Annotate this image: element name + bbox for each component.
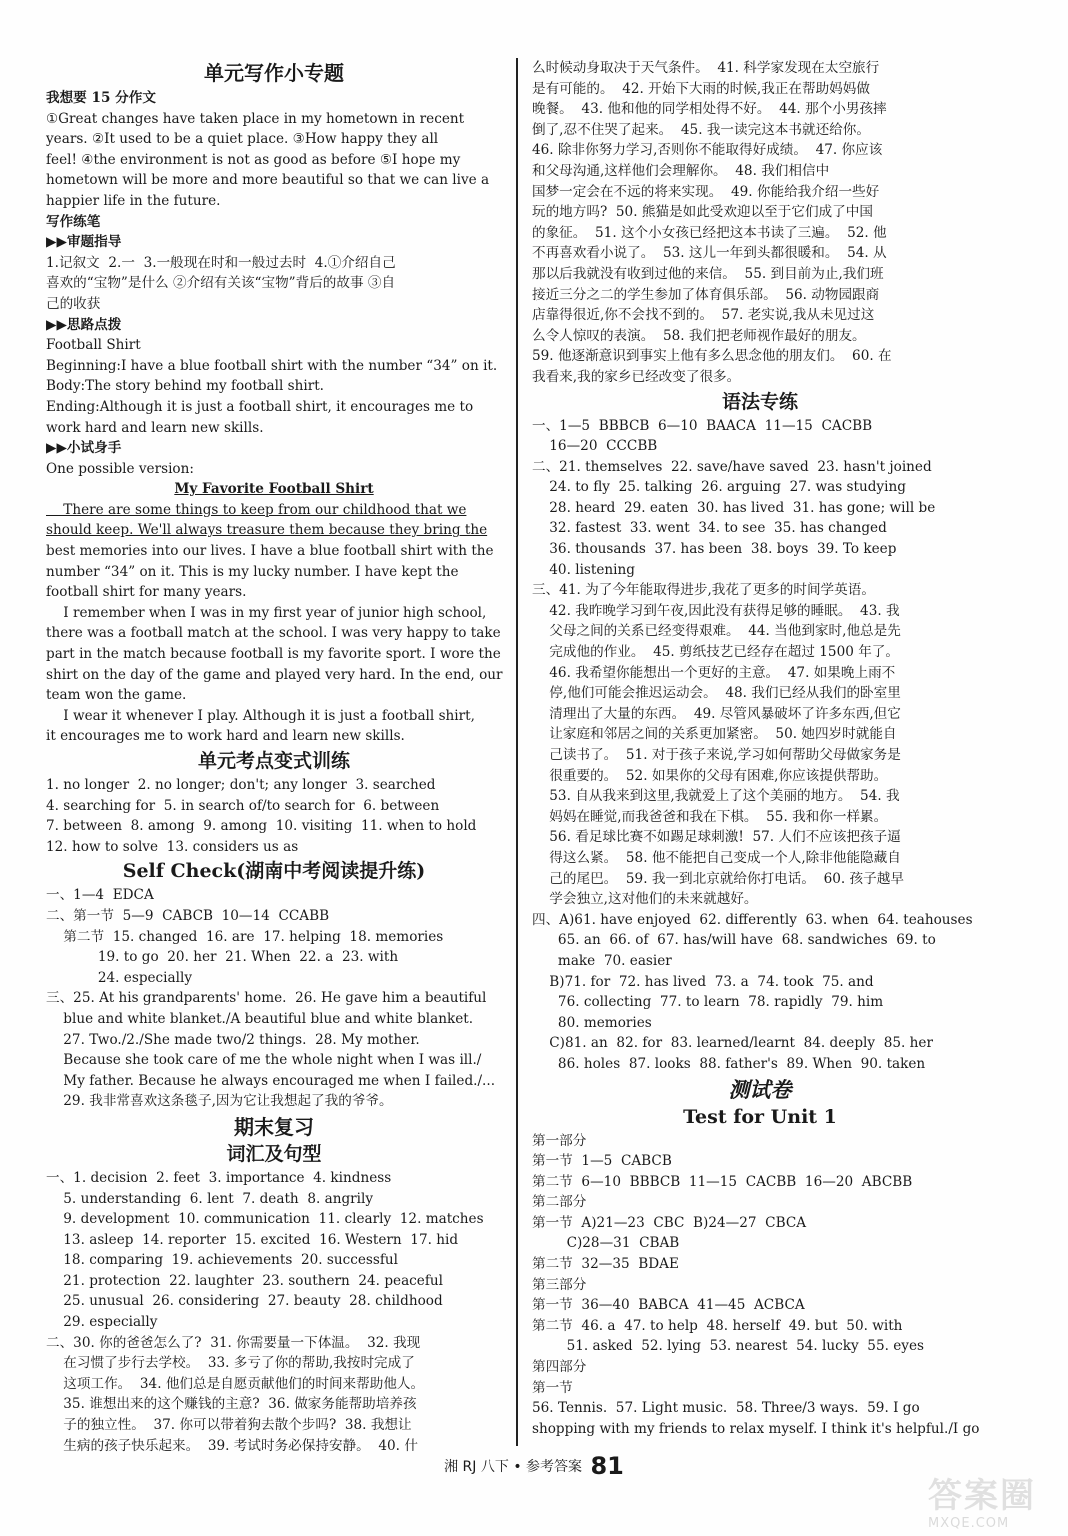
text-line: 第三部分 <box>532 1276 587 1293</box>
text-line: number “34” on it. This is my lucky number. I have kept the <box>46 563 459 580</box>
text-line: 32. fastest 33. went 34. to see 35. has changed <box>532 520 887 537</box>
text-line: 13. asleep 14. reporter 15. excited 16. Western 17. hid <box>46 1231 459 1248</box>
text-line: 第二节 6—10 BBBCB 11—15 CACBB 16—20 ABCBB <box>532 1173 913 1190</box>
text-line: 21. protection 22. laughter 23. southern 24. peaceful <box>46 1272 443 1289</box>
text-line: best memories into our lives. I have a blue football shirt with the <box>46 543 494 560</box>
text-line: Body:The story behind my football shirt. <box>46 378 325 395</box>
text-line: 那以后我就没有收到过他的来信。 55. 到目前为止,我们班 <box>532 265 884 282</box>
text-line: 学会独立,这对他们的未来就越好。 <box>532 891 758 908</box>
text-line: ①Great changes have taken place in my hometown in recent <box>46 110 465 127</box>
text-line: football shirt for many years. <box>46 584 247 601</box>
page-footer <box>0 1452 1068 1480</box>
text-line: 1.记叙文 2.一 3.一般现在时和一般过去时 4.①介绍自己 <box>46 254 396 271</box>
text-line: 很重要的。 52. 如果你的父母有困难,你应该提供帮助。 <box>532 767 888 784</box>
text-line: 56. Tennis. 57. Light music. 58. Three/3 ways. 59. I go <box>532 1400 920 1417</box>
text-line: 7. between 8. among 9. among 10. visiting 11. when to hold <box>46 818 477 835</box>
text-line: 1. no longer 2. no longer; don't; any longer 3. searched <box>46 777 436 793</box>
text-line: 晚餐。 43. 他和他的同学相处得不好。 44. 那个小男孩摔 <box>532 101 887 118</box>
text-line: C)28—31 CBAB <box>532 1235 680 1252</box>
text-line: 29. 我非常喜欢这条毯子,因为它让我想起了我的爷爷。 <box>46 1093 393 1110</box>
text-line: 父母之间的关系已经变得艰难。 44. 当他到家时,他总是先 <box>532 623 901 640</box>
text-line: 完成他的作业。 45. 剪纸技艺已经存在超过 1500 年了。 <box>532 644 899 661</box>
section-title: 期末复习 <box>234 1114 314 1139</box>
text-line: team won the game. <box>46 687 187 704</box>
section-title: 测试卷 <box>728 1076 792 1102</box>
text-line: 46. 我希望你能想出一个更好的主意。 47. 如果晚上雨不 <box>532 664 896 681</box>
text-line: 42. 我昨晚学习到午夜,因此没有获得足够的睡眠。 43. 我 <box>532 602 900 619</box>
text-line: 65. an 66. of 67. has/will have 68. sandwiches 69. to <box>532 932 936 949</box>
text-line: 第二节 15. changed 16. are 17. helping 18. memories <box>46 928 444 945</box>
text-line: 我看来,我的家乡已经改变了很多。 <box>532 368 741 385</box>
text-line: I wear it whenever I play. Although it is just a football shirt, <box>46 707 475 724</box>
text-line: 18. comparing 19. achievements 20. successful <box>46 1252 398 1269</box>
text-line: There are some things to keep from our childhood that we <box>46 501 467 518</box>
section-title: 单元写作小专题 <box>204 61 344 85</box>
text-line: 25. unusual 26. considering 27. beauty 28. childhood <box>46 1293 443 1310</box>
text-line: 53. 自从我来到这里,我就爱上了这个美丽的地方。 54. 我 <box>532 788 900 805</box>
text-line: blue and white blanket./A beautiful blue and white blanket. <box>46 1010 474 1027</box>
text-line: 不再喜欢看小说了。 53. 这儿一年到头都很暖和。 54. 从 <box>532 245 887 262</box>
text-line: 国梦一定会在不远的将来实现。 49. 你能给我介绍一些好 <box>532 183 880 200</box>
text-line: 40. listening <box>532 561 635 578</box>
text-line: 生病的孩子快乐起来。 39. 考试时务必保持安静。 40. 什 <box>46 1437 418 1454</box>
text-line: 的象征。 51. 这个小女孩已经把这本书读了三遍。 52. 他 <box>532 224 887 241</box>
text-line: 三、41. 为了今年能取得进步,我花了更多的时间学英语。 <box>532 582 875 599</box>
text-line: 清理出了大量的东西。 49. 尽管风暴破坏了许多东西,但它 <box>532 705 901 722</box>
text-line: My father. Because he always encouraged me when I failed./... <box>46 1072 496 1089</box>
page-number: 81 <box>590 1452 624 1480</box>
text-line: 16—20 CCCBB <box>532 438 658 455</box>
text-line: 56. 看足球比赛不如踢足球刺激! 57. 人们不应该把孩子逼 <box>532 829 901 846</box>
text-line: 得这么紧。 58. 他不能把自己变成一个人,除非他能隐藏自 <box>532 849 901 866</box>
section-title: 词汇及句型 <box>226 1142 322 1165</box>
text-line: 59. 他逐渐意识到事实上他有多么思念他的朋友们。 60. 在 <box>532 348 892 365</box>
text-line: One possible version: <box>46 460 194 477</box>
text-line: 喜欢的“宝物”是什么 ②介绍有关该“宝物”背后的故事 ③自 <box>46 275 396 292</box>
text-line: 玩的地方吗? 50. 熊猫是如此受欢迎以至于它们成了中国 <box>532 204 873 221</box>
section-title: Self Check(湖南中考阅读提升练) <box>122 860 426 883</box>
text-line: 5. understanding 6. lent 7. death 8. angrily <box>46 1190 374 1207</box>
text-line: Ending:Although it is just a football shirt, it encourages me to <box>46 398 474 415</box>
text-line: 第一节 A)21—23 CBC B)24—27 CBCA <box>532 1214 807 1231</box>
text-line: 在习惯了步行去学校。 33. 多亏了你的帮助,我按时完成了 <box>46 1355 415 1372</box>
text-line: should keep. We'll always treasure them because they bring the <box>46 522 488 539</box>
text-line: 第一节 36—40 BABCA 41—45 ACBCA <box>532 1297 805 1314</box>
text-line: ▶▶小试身手 <box>46 440 122 457</box>
text-line: it encourages me to work hard and learn new skills. <box>46 728 405 745</box>
text-line: 四、A)61. have enjoyed 62. differently 63. when 64. teahouses <box>532 911 973 928</box>
text-line: part in the match because football is my favorite sport. I wore the <box>46 646 501 663</box>
text-line: 接近三分之二的学生参加了体育俱乐部。 56. 动物园跟商 <box>532 286 880 303</box>
text-line: 第一节 1—5 CABCB <box>532 1153 672 1170</box>
text-line: C)81. an 82. for 83. learned/learnt 84. deeply 85. her <box>532 1035 933 1052</box>
text-line: 29. especially <box>46 1314 158 1331</box>
text-line: 写作练笔 <box>46 213 101 230</box>
text-line: 么时候动身取决于天气条件。 41. 科学家发现在太空旅行 <box>532 60 880 76</box>
text-line: B)71. for 72. has lived 73. a 74. took 75. and <box>532 973 874 990</box>
text-line: 和父母沟通,这样他们会理解你。 48. 我们相信中 <box>532 162 830 179</box>
text-line: Football Shirt <box>46 337 141 354</box>
text-line: 一、1. decision 2. feet 3. importance 4. kindness <box>46 1169 392 1186</box>
text-line: 三、25. At his grandparents' home. 26. He gave him a beautiful <box>46 990 487 1007</box>
text-line: Because she took care of me the whole night when I was ill./ <box>46 1052 482 1069</box>
text-line: 36. thousands 37. has been 38. boys 39. To keep <box>532 541 897 558</box>
text-line: 停,他们可能会推迟运动会。 48. 我们已经从我们的卧室里 <box>532 685 901 702</box>
text-line: 我想要 15 分作文 <box>46 90 156 106</box>
text-line: 24. to fly 25. talking 26. arguing 27. was studying <box>532 479 906 496</box>
section-title: 语法专练 <box>721 390 798 413</box>
text-line: 9. development 10. communication 11. clearly 12. matches <box>46 1211 484 1228</box>
text-line: 这项工作。 34. 他们总是自愿贡献他们的时间来帮助他人。 <box>46 1375 425 1392</box>
text-line: 一、1—4 EDCA <box>46 887 154 904</box>
text-line: 12. how to solve 13. considers us as <box>46 838 299 855</box>
text-line: 第一节 <box>532 1379 573 1396</box>
text-line: 第二节 32—35 BDAE <box>532 1256 679 1273</box>
watermark-logo <box>928 1478 1048 1530</box>
text-line: ▶▶思路点拨 <box>46 316 122 333</box>
text-line: 己读书了。 51. 对于孩子来说,学习如何帮助父母做家务是 <box>532 747 901 763</box>
text-line: 子的独立性。 37. 你可以带着狗去散个步吗? 38. 我想让 <box>46 1417 412 1434</box>
text-line: 76. collecting 77. to learn 78. rapidly 79. him <box>532 994 884 1011</box>
text-line: I remember when I was in my first year of junior high school, <box>46 604 487 621</box>
text-line: 是有可能的。 42. 开始下大雨的时候,我正在帮助妈妈做 <box>532 80 870 97</box>
text-line: 妈妈在睡觉,而我爸爸和我在下棋。 55. 我和你一样累。 <box>532 808 888 825</box>
column-divider <box>516 58 518 1446</box>
text-line: Beginning:I have a blue football shirt with the number “34” on it. <box>46 357 498 374</box>
text-line: hometown will be more and more beautiful so that we can live a <box>46 172 490 189</box>
text-line: make 70. easier <box>532 952 672 969</box>
text-line: 二、第一节 5—9 CABCB 10—14 CCABB <box>46 907 330 924</box>
text-line: 二、21. themselves 22. save/have saved 23. hasn't joined <box>532 458 932 475</box>
watermark-url: MXQE.COM <box>928 1516 1010 1531</box>
text-line: 46. 除非你努力学习,否则你不能取得好成绩。 47. 你应该 <box>532 142 883 159</box>
text-line: shopping with my friends to relax myself. I think it's helpful./I go <box>532 1420 980 1437</box>
text-line: shirt on the day of the game and played very hard. In the end, our <box>46 666 503 683</box>
section-title: My Favorite Football Shirt <box>174 481 374 498</box>
section-title: 单元考点变式训练 <box>197 750 350 772</box>
text-line: 倒了,忍不住哭了起来。 45. 我一读完这本书就还给你。 <box>532 121 870 138</box>
right-column <box>532 58 988 1439</box>
text-line: 27. Two./2./She made two/2 things. 28. My mother. <box>46 1031 420 1048</box>
text-line: 让家庭和邻居之间的关系更加紧密。 50. 她四岁时就能自 <box>532 726 897 743</box>
text-line: ▶▶审题指导 <box>46 234 122 251</box>
text-line: there was a football match at the school. I was very happy to take <box>46 625 501 642</box>
text-line: 一、1—5 BBBCB 6—10 BAACA 11—15 CACBB <box>532 417 873 434</box>
left-column <box>46 58 502 1456</box>
text-line: 35. 谁想出来的这个赚钱的主意? 36. 做家务能帮助培养孩 <box>46 1396 417 1413</box>
section-title: Test for Unit 1 <box>683 1105 837 1128</box>
text-line: 第四部分 <box>532 1359 587 1376</box>
text-line: 己的尾巴。 59. 我一到北京就给你打电话。 60. 孩子越早 <box>532 870 904 887</box>
text-line: 28. heard 29. eaten 30. has lived 31. has gone; will be <box>532 499 936 516</box>
text-line: 第一部分 <box>532 1132 587 1149</box>
text-line: 第二部分 <box>532 1194 587 1211</box>
text-line: happier life in the future. <box>46 192 221 209</box>
text-line: 店靠得很近,你不会找不到的。 57. 老实说,我从未见过这 <box>532 307 875 324</box>
text-line: 86. holes 87. looks 88. father's 89. When 90. taken <box>532 1055 926 1072</box>
text-line: 24. especially <box>46 969 193 986</box>
watermark-text: 答案圈 <box>928 1476 1036 1516</box>
text-line: work hard and learn new skills. <box>46 419 264 436</box>
footer-label: 湘 RJ 八下 • 参考答案 <box>444 1459 583 1475</box>
text-line: 第二节 46. a 47. to help 48. herself 49. but 50. with <box>532 1317 903 1334</box>
text-line: 19. to go 20. her 21. When 22. a 23. with <box>46 949 399 966</box>
text-line: years. ②It used to be a quiet place. ③How happy they all <box>46 131 439 148</box>
text-line: 51. asked 52. lying 53. nearest 54. lucky 55. eyes <box>532 1338 924 1355</box>
text-line: 4. searching for 5. in search of/to search for 6. between <box>46 797 440 814</box>
text-line: 己的收获 <box>46 295 101 312</box>
text-line: 80. memories <box>532 1014 652 1031</box>
text-line: 二、30. 你的爸爸怎么了? 31. 你需要量一下体温。 32. 我现 <box>46 1334 421 1351</box>
text-line: 么令人惊叹的表演。 58. 我们把老师视作最好的朋友。 <box>532 327 866 344</box>
text-line: feel! ④the environment is not as good as before ⑤I hope my <box>46 151 461 168</box>
